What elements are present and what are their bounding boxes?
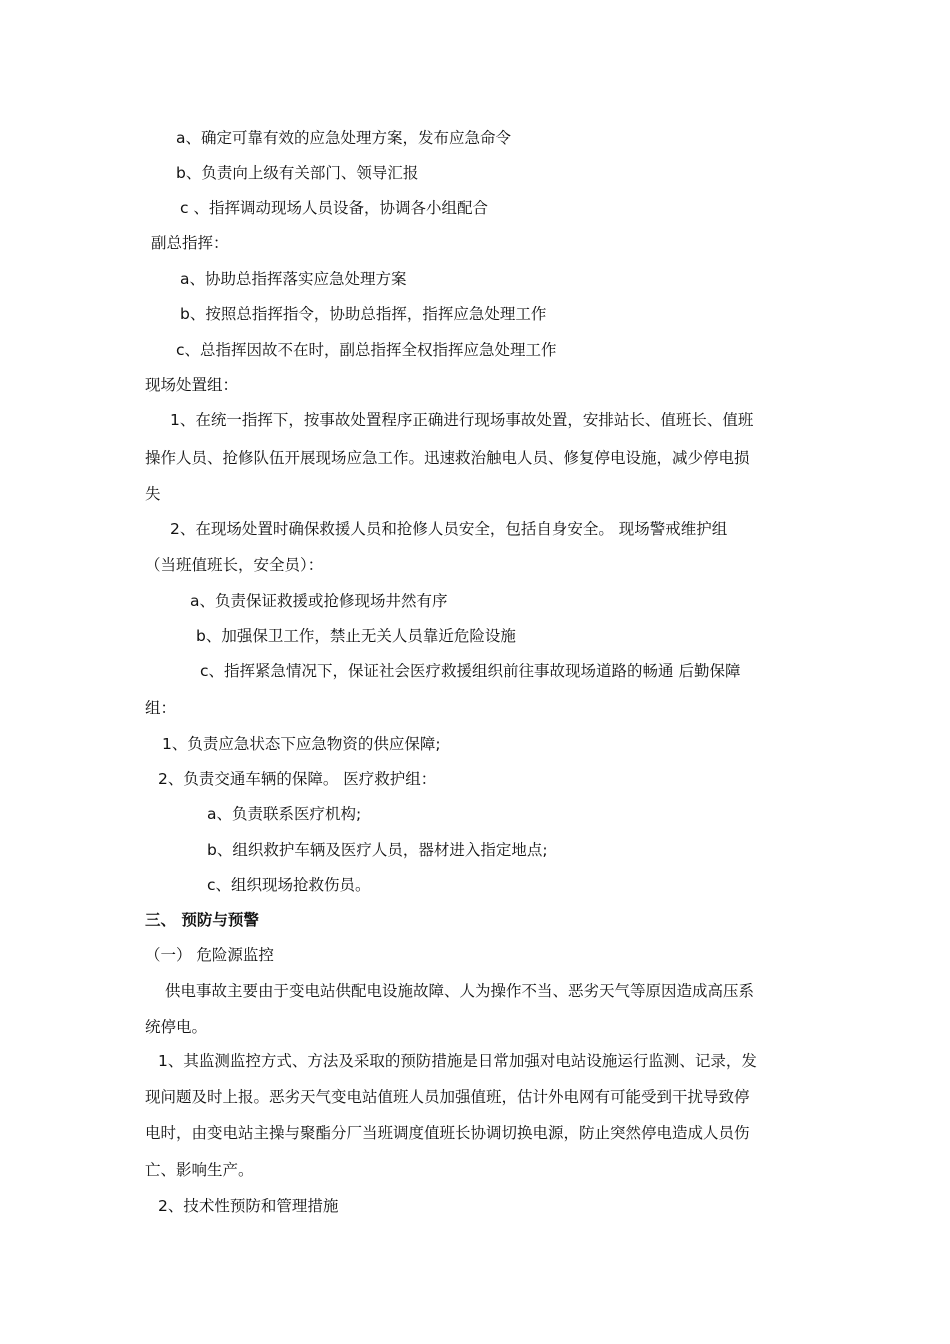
- text-line: 现问题及时上报。恶劣天气变电站值班人员加强值班，估计外电网有可能受到干扰导致停: [145, 1088, 750, 1106]
- text-line: a、协助总指挥落实应急处理方案: [180, 270, 407, 288]
- text-line: 1、其监测监控方式、方法及采取的预防措施是日常加强对电站设施运行监测、记录，发: [158, 1052, 757, 1070]
- text-line: 亡、影响生产。: [145, 1161, 254, 1179]
- text-line: 2、在现场处置时确保救援人员和抢修人员安全，包括自身安全。 现场警戒维护组: [170, 520, 728, 538]
- text-line: b、按照总指挥指令，协助总指挥，指挥应急处理工作: [180, 305, 547, 323]
- text-line: c、指挥紧急情况下，保证社会医疗救援组织前往事故现场道路的畅通 后勤保障: [200, 662, 741, 680]
- text-line: b、负责向上级有关部门、领导汇报: [176, 164, 419, 182]
- text-line: 2、技术性预防和管理措施: [158, 1197, 339, 1215]
- subsection-heading: （一） 危险源监控: [145, 946, 274, 964]
- text-line: （当班值班长，安全员）：: [145, 556, 324, 574]
- text-line: b、组织救护车辆及医疗人员，器材进入指定地点;: [207, 841, 548, 859]
- text-line: 组：: [145, 699, 177, 717]
- text-line: 1、负责应急状态下应急物资的供应保障;: [162, 735, 441, 753]
- subsection-heading: 副总指挥：: [151, 234, 229, 252]
- text-line: c、总指挥因故不在时，副总指挥全权指挥应急处理工作: [176, 341, 557, 359]
- text-line: a、负责保证救援或抢修现场井然有序: [190, 592, 448, 610]
- text-line: c、组织现场抢救伤员。: [207, 876, 371, 894]
- text-line: 1、在统一指挥下，按事故处置程序正确进行现场事故处置，安排站长、值班长、值班: [170, 411, 754, 429]
- text-line: b、加强保卫工作，禁止无关人员靠近危险设施: [196, 627, 516, 645]
- text-line: 失: [145, 485, 161, 503]
- text-line: 2、负责交通车辆的保障。 医疗救护组：: [158, 770, 437, 788]
- text-line: 电时，由变电站主操与聚酯分厂当班调度值班长协调切换电源，防止突然停电造成人员伤: [145, 1124, 750, 1142]
- text-line: 统停电。: [145, 1018, 208, 1036]
- text-line: c 、指挥调动现场人员设备，协调各小组配合: [180, 199, 488, 217]
- subsection-heading: 现场处置组：: [145, 376, 239, 394]
- text-line: a、确定可靠有效的应急处理方案，发布应急命令: [176, 129, 511, 147]
- section-heading: 三、 预防与预警: [145, 911, 259, 929]
- text-line: 供电事故主要由于变电站供配电设施故障、人为操作不当、恶劣天气等原因造成高压系: [165, 982, 755, 1000]
- text-line: a、负责联系医疗机构;: [207, 805, 362, 823]
- text-line: 操作人员、抢修队伍开展现场应急工作。迅速救治触电人员、修复停电设施，减少停电损: [145, 449, 750, 467]
